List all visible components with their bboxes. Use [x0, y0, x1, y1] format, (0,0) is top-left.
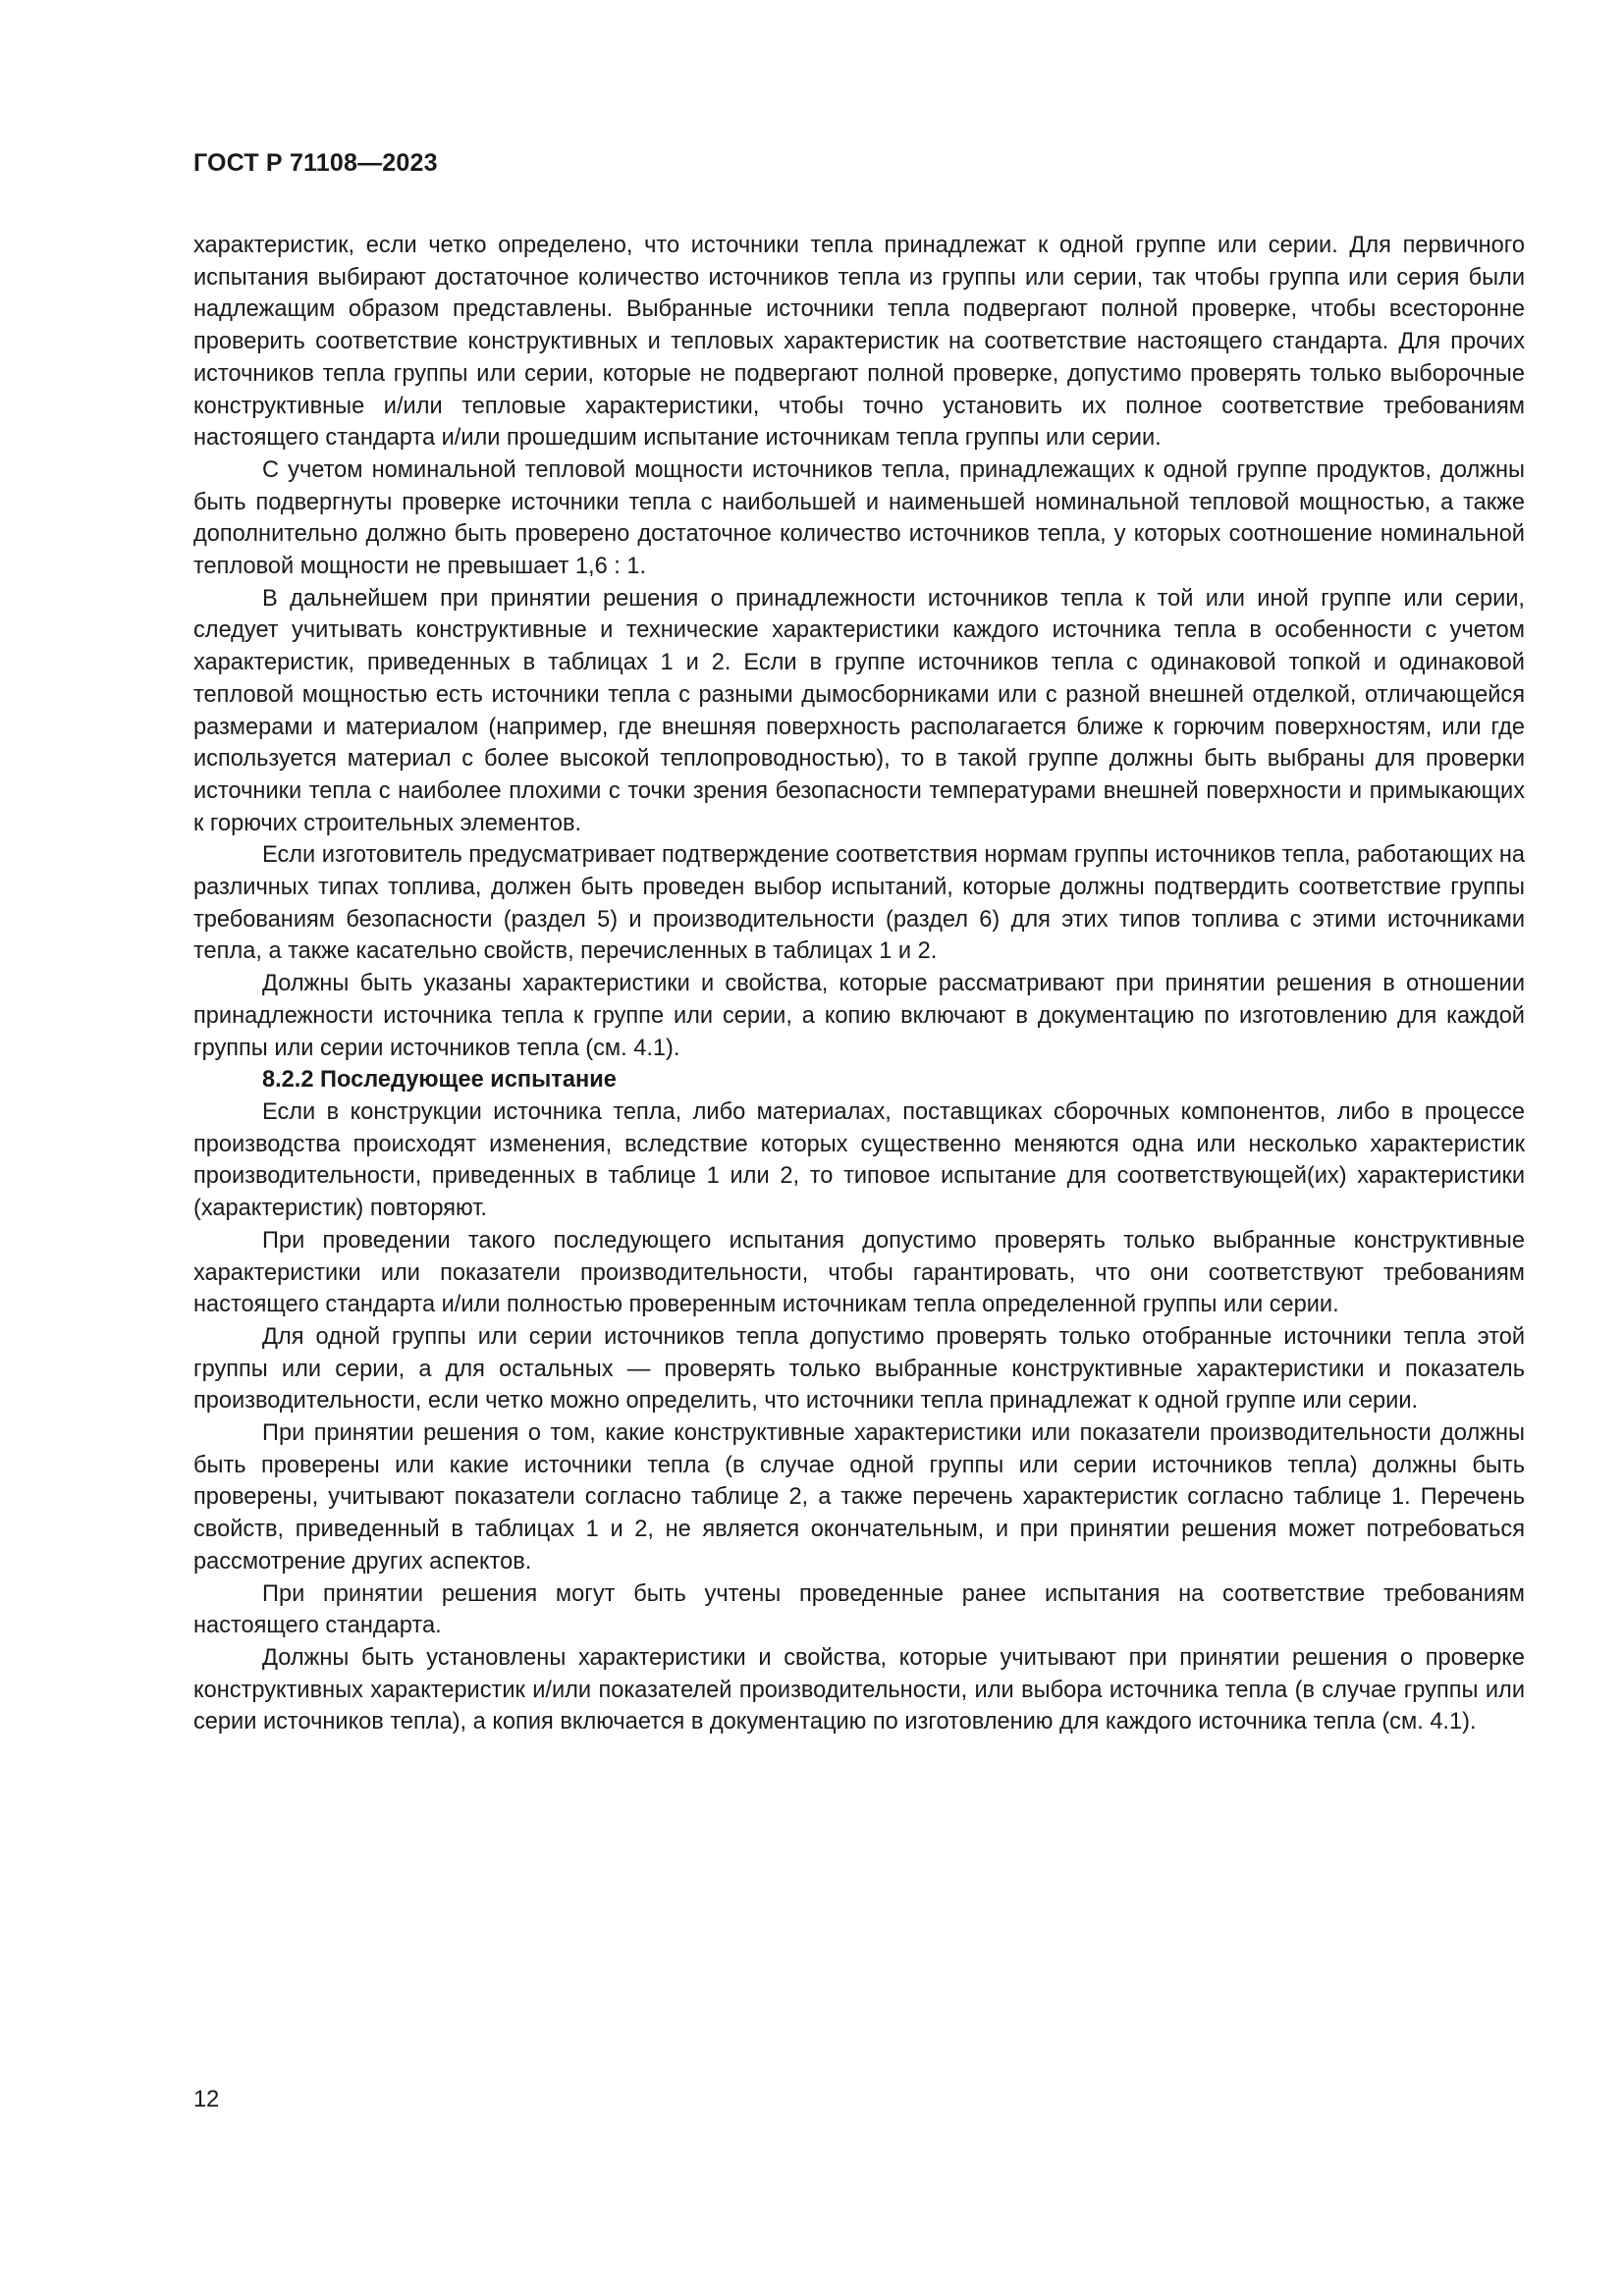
- paragraph: Должны быть установлены характеристики и свойства, которые учитывают при принятии решения о проверке конструктивных характеристик и/или показателей производительности, или выбора источника тепла (в случае группы или серии источников тепла), а копия включается в документацию по изготовлению для каждого источника тепла (см. 4.1).: [193, 1644, 1525, 1735]
- section-heading: 8.2.2 Последующее испытание: [262, 1067, 617, 1094]
- paragraph: В дальнейшем при принятии решения о принадлежности источников тепла к той или иной группе или серии, следует учитывать конструктивные и технические характеристики каждого источника тепла в особенности с учетом характеристик, приведенных в таблицах 1 и 2. Если в группе источников тепла с одинаковой топкой и одинаковой тепловой мощностью есть источники тепла с разными дымосборниками или с разной внешней отделкой, отличающейся размерами и материалом (например, где внешняя поверхность располагается ближе к горючим поверхностям, или где используется материал с более высокой теплопроводностью), то в такой группе должны быть выбраны для проверки источники тепла с наиболее плохими с точки зрения безопасности температурами внешней поверхности и примыкающих к горючих строительных элементов.: [193, 585, 1525, 836]
- paragraph: Должны быть указаны характеристики и свойства, которые рассматривают при принятии решения в отношении принадлежности источника тепла к группе или серии, а копию включают в документацию по изготовлению для каждой группы или серии источников тепла (см. 4.1).: [193, 971, 1525, 1061]
- paragraph: При принятии решения о том, какие конструктивные характеристики или показатели производительности должны быть проверены или какие источники тепла (в случае одной группы или серии источников тепла) должны быть проверены, учитывают показатели согласно таблице 2, а также перечень характеристик согласно таблице 1. Перечень свойств, приведенный в таблицах 1 и 2, не является окончательным, и при принятии решения может потребоваться рассмотрение других аспектов.: [193, 1420, 1525, 1575]
- paragraph: С учетом номинальной тепловой мощности источников тепла, принадлежащих к одной группе продуктов, должны быть подвергнуты проверке источники тепла с наибольшей и наименьшей номинальной тепловой мощностью, а также дополнительно должно быть проверено достаточное количество источников тепла, у которых соотношение номинальной тепловой мощности не превышает 1,6 : 1.: [193, 456, 1525, 580]
- paragraph: Для одной группы или серии источников тепла допустимо проверять только отобранные источники тепла этой группы или серии, а для остальных — проверять только выбранные конструктивные характеристики и показатель производительности, если четко можно определить, что источники тепла принадлежат к одной группе или серии.: [193, 1323, 1525, 1415]
- paragraph: Если в конструкции источника тепла, либо материалах, поставщиках сборочных компонентов, либо в процессе производства происходят изменения, вследствие которых существенно меняются одна или несколько характеристик производительности, приведенных в таблице 1 или 2, то типовое испытание для соответствующей(их) характеристики (характеристик) повторяют.: [193, 1098, 1525, 1222]
- paragraph: При проведении такого последующего испытания допустимо проверять только выбранные конструктивные характеристики или показатели производительности, чтобы гарантировать, что они соответствуют требованиям настоящего стандарта и/или полностью проверенным источникам тепла определенной группы или серии.: [193, 1227, 1525, 1318]
- paragraph-continuation: характеристик, если четко определено, что источники тепла принадлежат к одной группе или серии. Для первичного испытания выбирают достаточное количество источников тепла из группы или серии, так чтобы группа или серия были надлежащим образом представлены. Выбранные источники тепла подвергают полной проверке, чтобы всесторонне проверить соответствие конструктивных и тепловых характеристик на соответствие настоящего стандарта. Для прочих источников тепла группы или серии, которые не подвергают полной проверке, допустимо проверять только выборочные конструктивные и/или тепловые характеристики, чтобы точно установить их полное соответствие требованиям настоящего стандарта и/или прошедшим испытание источникам тепла группы или серии.: [193, 233, 1525, 452]
- paragraph: Если изготовитель предусматривает подтверждение соответствия нормам группы источников тепла, работающих на различных типах топлива, должен быть проведен выбор испытаний, которые должны подтвердить соответствие группы требованиям безопасности (раздел 5) и производительности (раздел 6) для этих типов топлива с этими источниками тепла, а также касательно свойств, перечисленных в таблицах 1 и 2.: [193, 842, 1525, 965]
- page-header-standard-id: ГОСТ Р 71108—2023: [193, 149, 438, 177]
- paragraph: При принятии решения могут быть учтены проведенные ранее испытания на соответствие требованиям настоящего стандарта.: [193, 1580, 1525, 1639]
- page-body: [193, 230, 1525, 1738]
- page-number: 12: [193, 2087, 220, 2112]
